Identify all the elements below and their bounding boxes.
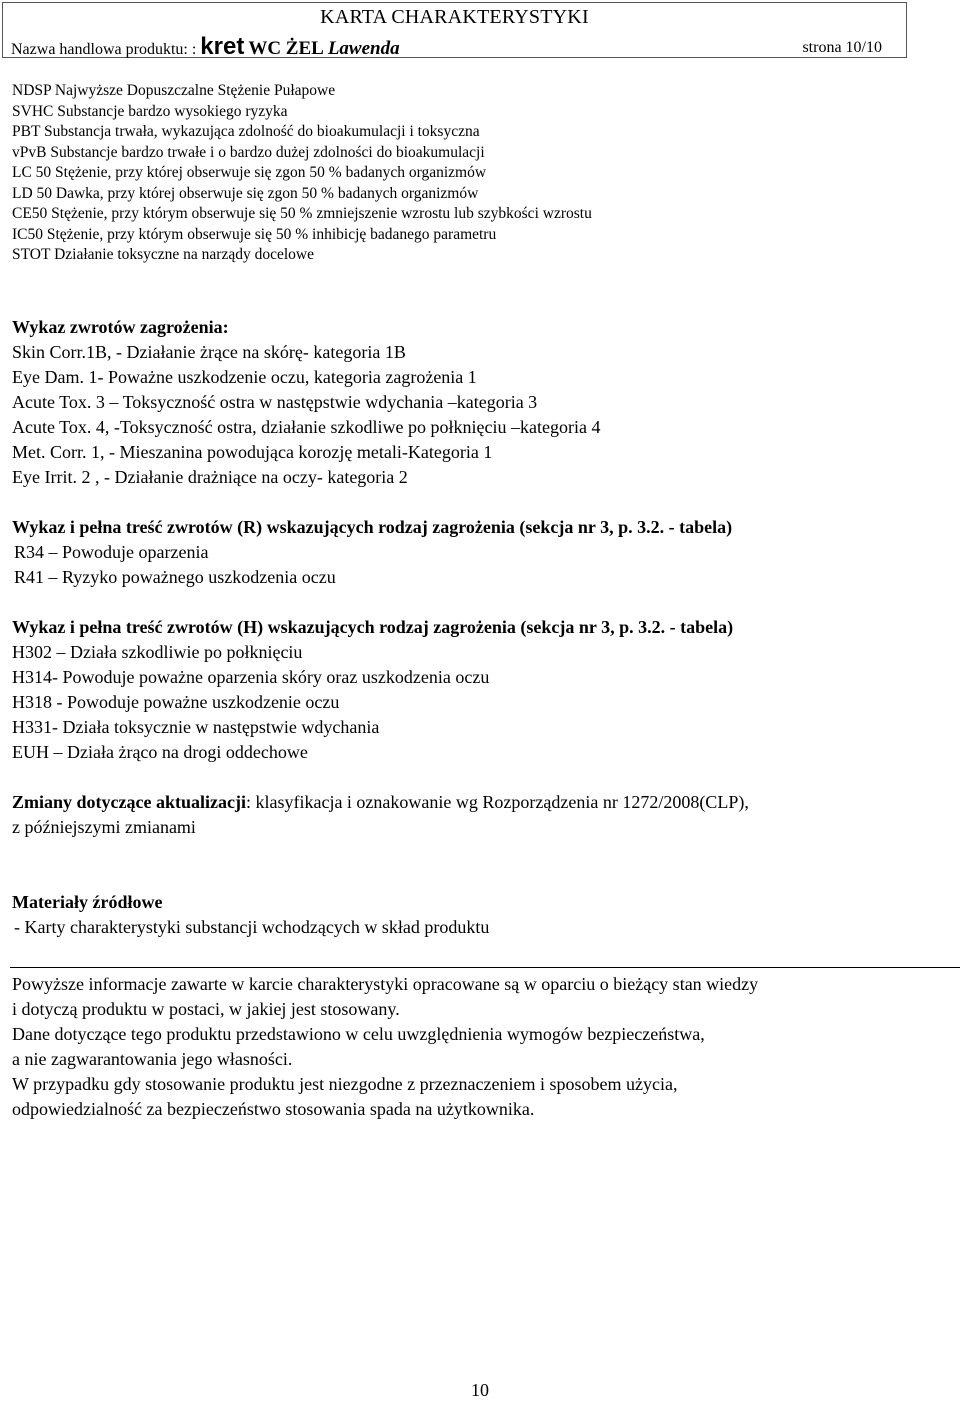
product-name-row bbox=[11, 33, 882, 60]
disclaimer-line: Dane dotyczące tego produktu przedstawiono w celu uwzględnienia wymogów bezpieczeństwa, bbox=[12, 1024, 705, 1044]
hazard-class-item: Skin Corr.1B, - Działanie żrące na skórę- kategoria 1B bbox=[12, 342, 406, 362]
h-phrases-heading: Wykaz i pełna treść zwrotów (H) wskazujących rodzaj zagrożenia (sekcja nr 3, p. 3.2. - tabela) bbox=[12, 617, 734, 637]
page-info: strona 10/10 bbox=[802, 39, 882, 56]
abbreviation-item: NDSP Najwyższe Dopuszczalne Stężenie Pułapowe bbox=[12, 82, 336, 99]
updates-section bbox=[12, 790, 749, 840]
h-phrase-item: EUH – Działa żrąco na drogi oddechowe bbox=[12, 742, 308, 762]
abbreviation-item: LC 50 Stężenie, przy której obserwuje się zgon 50 % badanych organizmów bbox=[12, 164, 487, 181]
updates-line bbox=[12, 790, 749, 815]
hazard-classes-section bbox=[12, 315, 600, 490]
sources-section bbox=[12, 890, 489, 940]
source-item: - Karty charakterystyki substancji wchodzących w skład produktu bbox=[14, 917, 490, 937]
hazard-class-item: Eye Dam. 1- Poważne uszkodzenie oczu, kategoria zagrożenia 1 bbox=[12, 367, 477, 387]
r-phrase-item: R34 – Powoduje oparzenia bbox=[14, 542, 209, 562]
document-title: KARTA CHARAKTERYSTYKI bbox=[320, 6, 589, 28]
h-phrase-item: H314- Powoduje poważne oparzenia skóry oraz uszkodzenia oczu bbox=[12, 667, 490, 687]
product-label: Nazwa handlowa produktu: : bbox=[11, 41, 201, 58]
document-header bbox=[2, 2, 907, 58]
page-number: 10 bbox=[471, 1380, 489, 1400]
h-phrase-item: H331- Działa toksycznie w następstwie wdychania bbox=[12, 717, 380, 737]
h-phrase-item: H318 - Powoduje poważne uszkodzenie oczu bbox=[12, 692, 340, 712]
abbreviation-item: LD 50 Dawka, przy której obserwuje się zgon 50 % badanych organizmów bbox=[12, 184, 479, 202]
product-type: WC ŻEL bbox=[248, 38, 324, 59]
disclaimer-line: odpowiedzialność za bezpieczeństwo stosowania spada na użytkownika. bbox=[12, 1099, 535, 1119]
updates-text: : klasyfikacja i oznakowanie wg Rozporządzenia nr 1272/2008(CLP), bbox=[245, 792, 749, 812]
hazard-class-item: Met. Corr. 1, - Mieszanina powodująca korozję metali-Kategoria 1 bbox=[12, 442, 493, 462]
h-phrases-section bbox=[12, 615, 733, 765]
hazard-class-item: Acute Tox. 3 – Toksyczność ostra w następstwie wdychania –kategoria 3 bbox=[12, 392, 538, 412]
product-variant: Lawenda bbox=[327, 38, 400, 59]
disclaimer-line: Powyższe informacje zawarte w karcie charakterystyki opracowane są w oparciu o bieżący stan wiedzy bbox=[12, 974, 759, 994]
r-phrases-heading: Wykaz i pełna treść zwrotów (R) wskazujących rodzaj zagrożenia (sekcja nr 3, p. 3.2. - tabela) bbox=[12, 517, 733, 537]
abbreviation-item: IC50 Stężenie, przy którym obserwuje się 50 % inhibicję badanego parametru bbox=[12, 225, 497, 243]
disclaimer-section bbox=[12, 972, 758, 1122]
disclaimer-line: W przypadku gdy stosowanie produktu jest niezgodne z przeznaczeniem i sposobem użycia, bbox=[12, 1074, 678, 1094]
updates-text-continued: z późniejszymi zmianami bbox=[12, 817, 196, 837]
section-divider bbox=[10, 967, 960, 968]
abbreviation-item: CE50 Stężenie, przy którym obserwuje się 50 % zmniejszenie wzrostu lub szybkości wzrostu bbox=[12, 205, 592, 222]
abbreviation-item: STOT Działanie toksyczne na narządy docelowe bbox=[12, 246, 314, 263]
disclaimer-line: i dotyczą produktu w postaci, w jakiej jest stosowany. bbox=[12, 999, 400, 1019]
abbreviation-item: PBT Substancja trwała, wykazująca zdolność do bioakumulacji i toksyczna bbox=[12, 123, 480, 140]
abbreviations-list bbox=[12, 81, 592, 266]
hazard-classes-heading: Wykaz zwrotów zagrożenia: bbox=[12, 317, 229, 337]
disclaimer-line: a nie zagwarantowania jego własności. bbox=[12, 1049, 293, 1069]
hazard-class-item: Acute Tox. 4, -Toksyczność ostra, działanie szkodliwe po połknięciu –kategoria 4 bbox=[12, 417, 601, 437]
brand-name: kret bbox=[200, 33, 245, 60]
r-phrase-item: R41 – Ryzyko poważnego uszkodzenia oczu bbox=[14, 567, 336, 587]
sources-heading: Materiały źródłowe bbox=[12, 892, 163, 912]
h-phrase-item: H302 – Działa szkodliwie po połknięciu bbox=[12, 642, 303, 662]
abbreviation-item: SVHC Substancje bardzo wysokiego ryzyka bbox=[12, 102, 288, 120]
hazard-class-item: Eye Irrit. 2 , - Działanie drażniące na oczy- kategoria 2 bbox=[12, 467, 408, 487]
r-phrases-section bbox=[12, 515, 732, 590]
updates-label: Zmiany dotyczące aktualizacji bbox=[12, 792, 246, 812]
abbreviation-item: vPvB Substancje bardzo trwałe i o bardzo dużej zdolności do bioakumulacji bbox=[12, 143, 485, 161]
